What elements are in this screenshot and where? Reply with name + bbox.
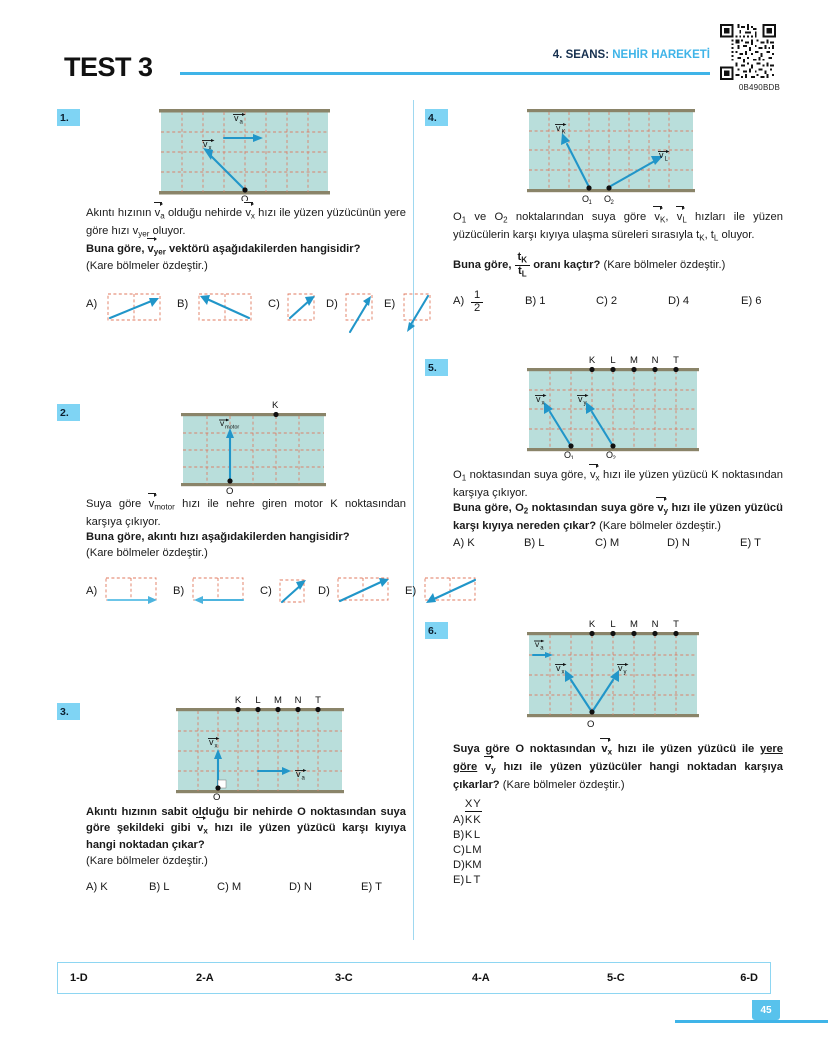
svg-text:L: L bbox=[664, 156, 668, 163]
answer-2: 2-A bbox=[196, 972, 214, 984]
page-header bbox=[0, 0, 828, 92]
question-5-number: 5. bbox=[425, 359, 448, 376]
column-header-x: X bbox=[465, 796, 472, 812]
row-label-d: D) bbox=[453, 858, 465, 871]
svg-text:2: 2 bbox=[610, 200, 614, 204]
option-label-b[interactable]: B) bbox=[177, 298, 189, 310]
question-4-number: 4. bbox=[425, 109, 448, 126]
question-1-body: Akıntı hızının $v_a$ olduğu nehirde $v_x$ hızı ile yüzen yüzücünün yere göre hızı $v_{yer}$ oluyor. Buna göre, $v_{yer}$ vektörü aşağıdakilerden hangisidir? (Kare bölmeler özdeştir.) bbox=[86, 207, 407, 273]
svg-text:O: O bbox=[582, 194, 590, 204]
svg-text:O: O bbox=[604, 194, 612, 204]
svg-text:v: v bbox=[618, 663, 623, 673]
question-6-answer-table bbox=[453, 796, 482, 887]
question-4-diagram bbox=[525, 104, 700, 204]
svg-text:v: v bbox=[220, 418, 225, 428]
option-e[interactable]: E) T bbox=[361, 881, 382, 893]
option-a[interactable]: A) K bbox=[86, 881, 108, 893]
table-row[interactable] bbox=[453, 872, 482, 887]
svg-text:v: v bbox=[556, 663, 561, 673]
option-figure-b[interactable] bbox=[191, 576, 249, 608]
option-d[interactable]: D) N bbox=[667, 537, 690, 549]
table-row[interactable] bbox=[453, 812, 482, 827]
option-label-c[interactable]: C) bbox=[260, 585, 272, 597]
question-3-number: 3. bbox=[57, 703, 80, 720]
row-c-y: M bbox=[472, 843, 482, 856]
answer-6: 6-D bbox=[740, 972, 758, 984]
question-2-body: Suya göre $v_{motor}$ hızı ile nehre giren motor K noktasından karşıya çıkıyor. Buna göre, akıntı hızı aşağıdakilerden hangisidir? (Kare bölmeler özdeştir.) bbox=[86, 498, 406, 559]
question-4-note: (Kare bölmeler özdeştir.) bbox=[603, 259, 726, 272]
column-header-y: Y bbox=[472, 796, 481, 812]
question-5-options bbox=[453, 537, 793, 549]
row-d-x: K bbox=[464, 858, 473, 871]
option-figure-d[interactable] bbox=[344, 288, 378, 334]
option-label-e[interactable]: E) bbox=[405, 585, 417, 597]
question-6-prompt: Suya göre O noktasından $v_x$ hızı ile yüzen yüzücü ile yere göre $v_y$ hızı ile yüzen yüzücüler hangi noktadan karşıya çıkarlar? (Kare bölmeler özdeştir.) bbox=[453, 743, 784, 791]
svg-text:x: x bbox=[208, 145, 212, 152]
option-label-a[interactable]: A) bbox=[86, 298, 98, 310]
header-rule bbox=[180, 72, 710, 75]
table-row[interactable] bbox=[453, 827, 482, 842]
row-label-c: C) bbox=[453, 843, 465, 856]
question-1-options bbox=[86, 288, 441, 333]
option-e[interactable]: E) 6 bbox=[741, 295, 762, 307]
svg-text:a: a bbox=[540, 645, 544, 652]
svg-text:K: K bbox=[272, 400, 279, 411]
svg-text:v: v bbox=[209, 737, 214, 747]
question-5-body: $O_1$ noktasından suya göre, $v_x$ hızı ile yüzen yüzücü K noktasından karşıya çıkıyor. Buna göre, $O_2$ noktasından suya göre $v_y$ hızı ile yüzen yüzücü karşı kıyıya nereden çıkar? (Kare bölmeler özdeştir.) bbox=[453, 469, 783, 532]
option-label-e[interactable]: E) bbox=[384, 298, 396, 310]
svg-text:v: v bbox=[556, 123, 561, 133]
answer-key-bar bbox=[57, 962, 771, 994]
svg-text:1: 1 bbox=[570, 456, 574, 459]
question-3-body: Akıntı hızının sabit olduğu bir nehirde O noktasından suya göre şekildeki gibi $v_x$ hızı ile yüzen yüzücü karşı kıyıya hangi noktadan çıkar? (Kare bölmeler özdeştir.) bbox=[86, 806, 406, 867]
option-a-fraction[interactable] bbox=[471, 290, 483, 315]
row-a-y: K bbox=[473, 813, 481, 826]
option-label-a[interactable]: A) bbox=[453, 295, 465, 307]
option-label-d[interactable]: D) bbox=[326, 298, 338, 310]
row-d-y: M bbox=[472, 858, 482, 871]
svg-text:a: a bbox=[301, 775, 305, 782]
question-5-diagram bbox=[525, 354, 705, 459]
svg-text:v: v bbox=[536, 394, 541, 404]
answer-5: 5-C bbox=[607, 972, 625, 984]
svg-text:K: K bbox=[588, 619, 596, 630]
frac-numerator: $t_K$ bbox=[517, 251, 528, 265]
qr-code-icon bbox=[720, 24, 776, 80]
qr-code-label: 0B490BDB bbox=[738, 83, 780, 92]
option-label-c[interactable]: C) bbox=[268, 298, 280, 310]
question-2-number: 2. bbox=[57, 404, 80, 421]
svg-text:K: K bbox=[234, 695, 242, 706]
row-c-x: L bbox=[465, 843, 472, 856]
svg-text:M: M bbox=[630, 355, 638, 366]
row-e-y: T bbox=[473, 873, 481, 886]
row-e-x: L bbox=[465, 873, 472, 886]
option-figure-a[interactable] bbox=[106, 288, 164, 326]
answer-4: 4-A bbox=[472, 972, 490, 984]
option-c[interactable]: C) M bbox=[217, 881, 242, 893]
svg-text:O: O bbox=[213, 792, 221, 800]
option-b[interactable]: B) 1 bbox=[525, 295, 546, 307]
page-number-badge: 45 bbox=[752, 1000, 780, 1020]
option-a-frac-den: 2 bbox=[471, 302, 483, 315]
svg-text:O: O bbox=[564, 450, 572, 459]
column-divider bbox=[413, 100, 414, 940]
svg-text:K: K bbox=[588, 355, 596, 366]
svg-text:T: T bbox=[315, 695, 321, 706]
row-b-x: K bbox=[464, 828, 473, 841]
svg-text:O: O bbox=[241, 194, 249, 201]
question-4-body: $O_1$ ve $O_2$ noktalarından suya göre $v_K$, $v_L$ hızları ile yüzen yüzücülerin karşı kıyıya ulaşma süreleri sırasıyla $t_K$, $t_L$ oluyor. bbox=[453, 211, 783, 242]
option-label-d[interactable]: D) bbox=[318, 585, 330, 597]
svg-text:y: y bbox=[623, 669, 627, 676]
option-figure-c[interactable] bbox=[278, 576, 312, 608]
svg-text:O: O bbox=[587, 719, 595, 728]
question-3-diagram bbox=[174, 695, 349, 800]
svg-text:v: v bbox=[535, 639, 540, 649]
answer-3: 3-C bbox=[335, 972, 353, 984]
row-b-y: L bbox=[473, 828, 481, 841]
svg-text:K: K bbox=[561, 129, 566, 136]
page-title: TEST 3 bbox=[64, 52, 153, 82]
svg-text:x: x bbox=[561, 669, 565, 676]
table-row[interactable] bbox=[453, 842, 482, 857]
option-c[interactable]: C) 2 bbox=[596, 295, 618, 307]
svg-text:T: T bbox=[673, 355, 679, 366]
svg-text:O: O bbox=[226, 486, 234, 494]
svg-text:v: v bbox=[578, 394, 583, 404]
svg-text:N: N bbox=[651, 619, 659, 630]
option-figure-e[interactable] bbox=[423, 576, 481, 608]
option-d[interactable]: D) N bbox=[289, 881, 312, 893]
question-2-note: (Kare bölmeler özdeştir.) bbox=[86, 546, 208, 559]
svg-text:L: L bbox=[610, 619, 616, 630]
row-label-b: B) bbox=[453, 828, 465, 841]
question-3-options bbox=[86, 881, 426, 893]
footer-rule bbox=[675, 1020, 828, 1023]
option-label-b[interactable]: B) bbox=[173, 585, 185, 597]
svg-text:v: v bbox=[659, 150, 664, 160]
svg-text:y: y bbox=[583, 400, 587, 407]
svg-text:v: v bbox=[203, 139, 208, 149]
svg-text:1: 1 bbox=[588, 200, 592, 204]
question-2-options bbox=[86, 576, 441, 611]
option-figure-d[interactable] bbox=[336, 576, 394, 608]
option-b[interactable]: B) L bbox=[524, 537, 545, 549]
row-label-e: E) bbox=[453, 873, 465, 886]
row-label-a: A) bbox=[453, 813, 465, 826]
option-a-frac-num: 1 bbox=[474, 289, 481, 301]
svg-text:v: v bbox=[296, 769, 301, 779]
svg-text:N: N bbox=[651, 355, 659, 366]
option-figure-c[interactable] bbox=[286, 288, 320, 326]
option-figure-b[interactable] bbox=[197, 288, 255, 326]
table-row[interactable] bbox=[453, 857, 482, 872]
option-b[interactable]: B) L bbox=[149, 881, 170, 893]
svg-text:a: a bbox=[239, 119, 243, 126]
svg-text:x: x bbox=[541, 400, 545, 407]
option-figure-e[interactable] bbox=[402, 288, 436, 334]
svg-text:O: O bbox=[606, 450, 614, 459]
svg-text:L: L bbox=[610, 355, 616, 366]
svg-text:motor: motor bbox=[225, 424, 240, 431]
frac-denominator: $t_L$ bbox=[515, 265, 531, 279]
row-a-x: K bbox=[464, 813, 473, 826]
question-5-note: (Kare bölmeler özdeştir.) bbox=[599, 520, 722, 532]
question-1-number: 1. bbox=[57, 109, 80, 126]
table-header-row bbox=[453, 796, 482, 812]
session-label bbox=[553, 49, 710, 61]
svg-text:M: M bbox=[630, 619, 638, 630]
svg-text:M: M bbox=[274, 695, 282, 706]
option-label-a[interactable]: A) bbox=[86, 585, 98, 597]
option-a[interactable]: A) K bbox=[453, 537, 475, 549]
option-d[interactable]: D) 4 bbox=[668, 295, 690, 307]
question-6-diagram bbox=[525, 618, 705, 728]
question-6-number: 6. bbox=[425, 622, 448, 639]
answer-1: 1-D bbox=[70, 972, 88, 984]
question-1-diagram bbox=[157, 106, 332, 201]
option-c[interactable]: C) M bbox=[595, 537, 620, 549]
question-6-note: (Kare bölmeler özdeştir.) bbox=[502, 778, 625, 791]
option-figure-a[interactable] bbox=[104, 576, 162, 608]
svg-text:N: N bbox=[294, 695, 302, 706]
session-name: NEHİR HAREKETİ bbox=[612, 49, 710, 61]
session-number: 4. SEANS: bbox=[552, 49, 610, 61]
question-3-note: (Kare bölmeler özdeştir.) bbox=[86, 854, 208, 867]
question-2-diagram bbox=[179, 399, 329, 494]
question-4-prompt: Buna göre, $\frac{t_K}{t_L}$ oranı kaçtır? (Kare bölmeler özdeştir.) bbox=[453, 251, 726, 278]
svg-text:T: T bbox=[673, 619, 679, 630]
svg-text:v: v bbox=[234, 113, 239, 123]
svg-text:x: x bbox=[214, 743, 218, 750]
svg-text:L: L bbox=[255, 695, 261, 706]
question-1-note: (Kare bölmeler özdeştir.) bbox=[86, 260, 208, 273]
svg-text:2: 2 bbox=[612, 456, 616, 459]
option-e[interactable]: E) T bbox=[740, 537, 761, 549]
